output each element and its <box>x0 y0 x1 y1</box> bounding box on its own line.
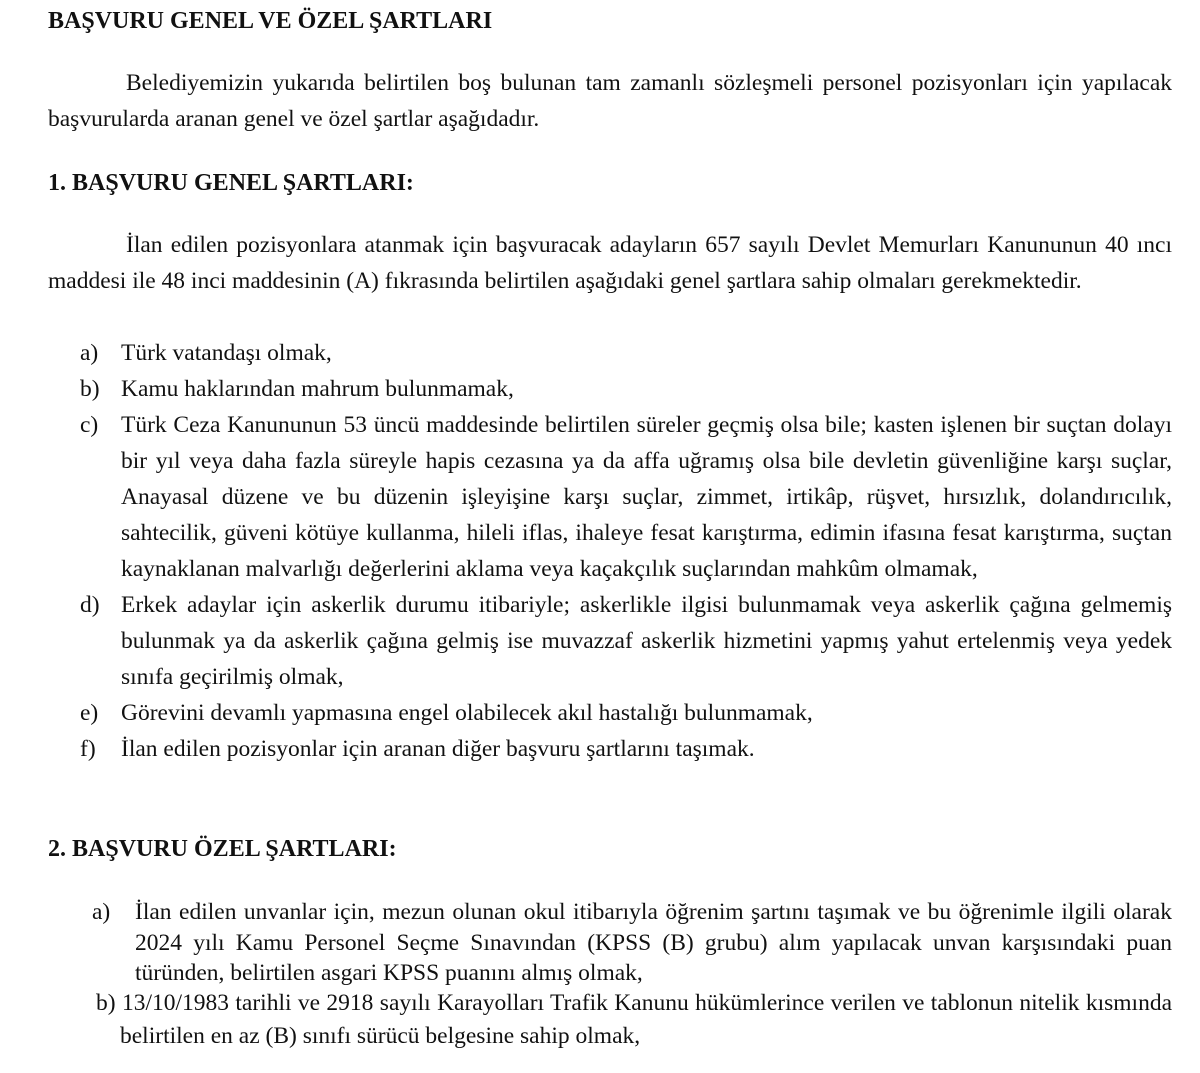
list-item-text: Kamu haklarından mahrum bulunmamak, <box>121 376 514 402</box>
section-heading-general: 1. BAŞVURU GENEL ŞARTLARI: <box>48 170 414 196</box>
section-heading-special: 2. BAŞVURU ÖZEL ŞARTLARI: <box>48 836 397 862</box>
list-item-text: İlan edilen unvanlar için, mezun olunan okul itibarıyla öğrenim şartını taşımak ve bu öğrenimle ilgili olarak 2024 yılı Kamu Personel Seçme Sınavından (KPSS (B) grubu) alım yapılacak unvan karşısındaki puan türünden, belirtilen asgari KPSS puanını almış olmak, <box>135 899 1172 986</box>
list-item <box>80 335 1172 371</box>
intro-paragraph <box>48 65 1172 137</box>
list-item-text: İlan edilen pozisyonlar için aranan diğer başvuru şartlarını taşımak. <box>121 736 755 762</box>
list-item-text: Türk vatandaşı olmak, <box>121 340 332 366</box>
general-conditions-list <box>80 335 1172 767</box>
special-conditions-list-continued <box>96 987 1172 1053</box>
list-item <box>80 731 1172 767</box>
list-item-text: 13/10/1983 tarihli ve 2918 sayılı Karayolları Trafik Kanunu hükümlerince verilen ve tablonun nitelik kısmında belirtilen en az (B) sınıfı sürücü belgesine sahip olmak, <box>120 990 1173 1049</box>
list-item <box>80 695 1172 731</box>
list-marker: a) <box>80 340 99 366</box>
list-item-text: Erkek adaylar için askerlik durumu itibariyle; askerlikle ilgisi bulunmamak veya askerlik çağına gelmemiş bulunmak ya da askerlik çağına gelmiş ise muvazzaf askerlik hizmetini yapmış yahut ertelenmiş veya yedek sınıfa geçirilmiş olmak, <box>121 592 1172 690</box>
list-item-text: Görevini devamlı yapmasına engel olabilecek akıl hastalığı bulunmamak, <box>121 700 813 726</box>
list-item <box>80 587 1172 695</box>
list-item <box>92 897 1172 989</box>
list-marker: d) <box>80 592 100 618</box>
special-conditions-list <box>92 897 1172 989</box>
list-marker: e) <box>80 700 99 726</box>
general-paragraph-text: İlan edilen pozisyonlara atanmak için başvuracak adayların 657 sayılı Devlet Memurları Kanununun 40 ıncı maddesi ile 48 inci maddesinin (A) fıkrasında belirtilen aşağıdaki genel şartlara sahip olmaları gerekmektedir. <box>48 232 1172 294</box>
list-marker: a) <box>92 899 111 925</box>
list-marker: c) <box>80 412 99 438</box>
list-marker: b) <box>80 376 100 402</box>
intro-text: Belediyemizin yukarıda belirtilen boş bulunan tam zamanlı sözleşmeli personel pozisyonları için yapılacak başvurularda aranan genel ve özel şartlar aşağıdadır. <box>48 70 1172 132</box>
list-item-text: Türk Ceza Kanununun 53 üncü maddesinde belirtilen süreler geçmiş olsa bile; kasten işlenen bir suçtan dolayı bir yıl veya daha fazla süreyle hapis cezasına ya da affa uğramış olsa bile devletin güvenliğine karşı suçlar, Anayasal düzene ve bu düzenin işleyişine karşı suçlar, zimmet, irtikâp, rüşvet, hırsızlık, dolandırıcılık, sahtecilik, güveni kötüye kullanma, hileli iflas, ihaleye fesat karıştırma, edimin ifasına fesat karıştırma, suçtan kaynaklanan malvarlığı değerlerini aklama veya kaçakçılık suçlarından mahkûm olmamak, <box>121 412 1172 582</box>
general-conditions-paragraph <box>48 227 1172 299</box>
list-item <box>80 407 1172 587</box>
list-item <box>80 371 1172 407</box>
document-title: BAŞVURU GENEL VE ÖZEL ŞARTLARI <box>48 8 493 34</box>
list-marker: f) <box>80 736 96 762</box>
list-marker: b) <box>96 990 116 1016</box>
list-item <box>96 987 1172 1053</box>
